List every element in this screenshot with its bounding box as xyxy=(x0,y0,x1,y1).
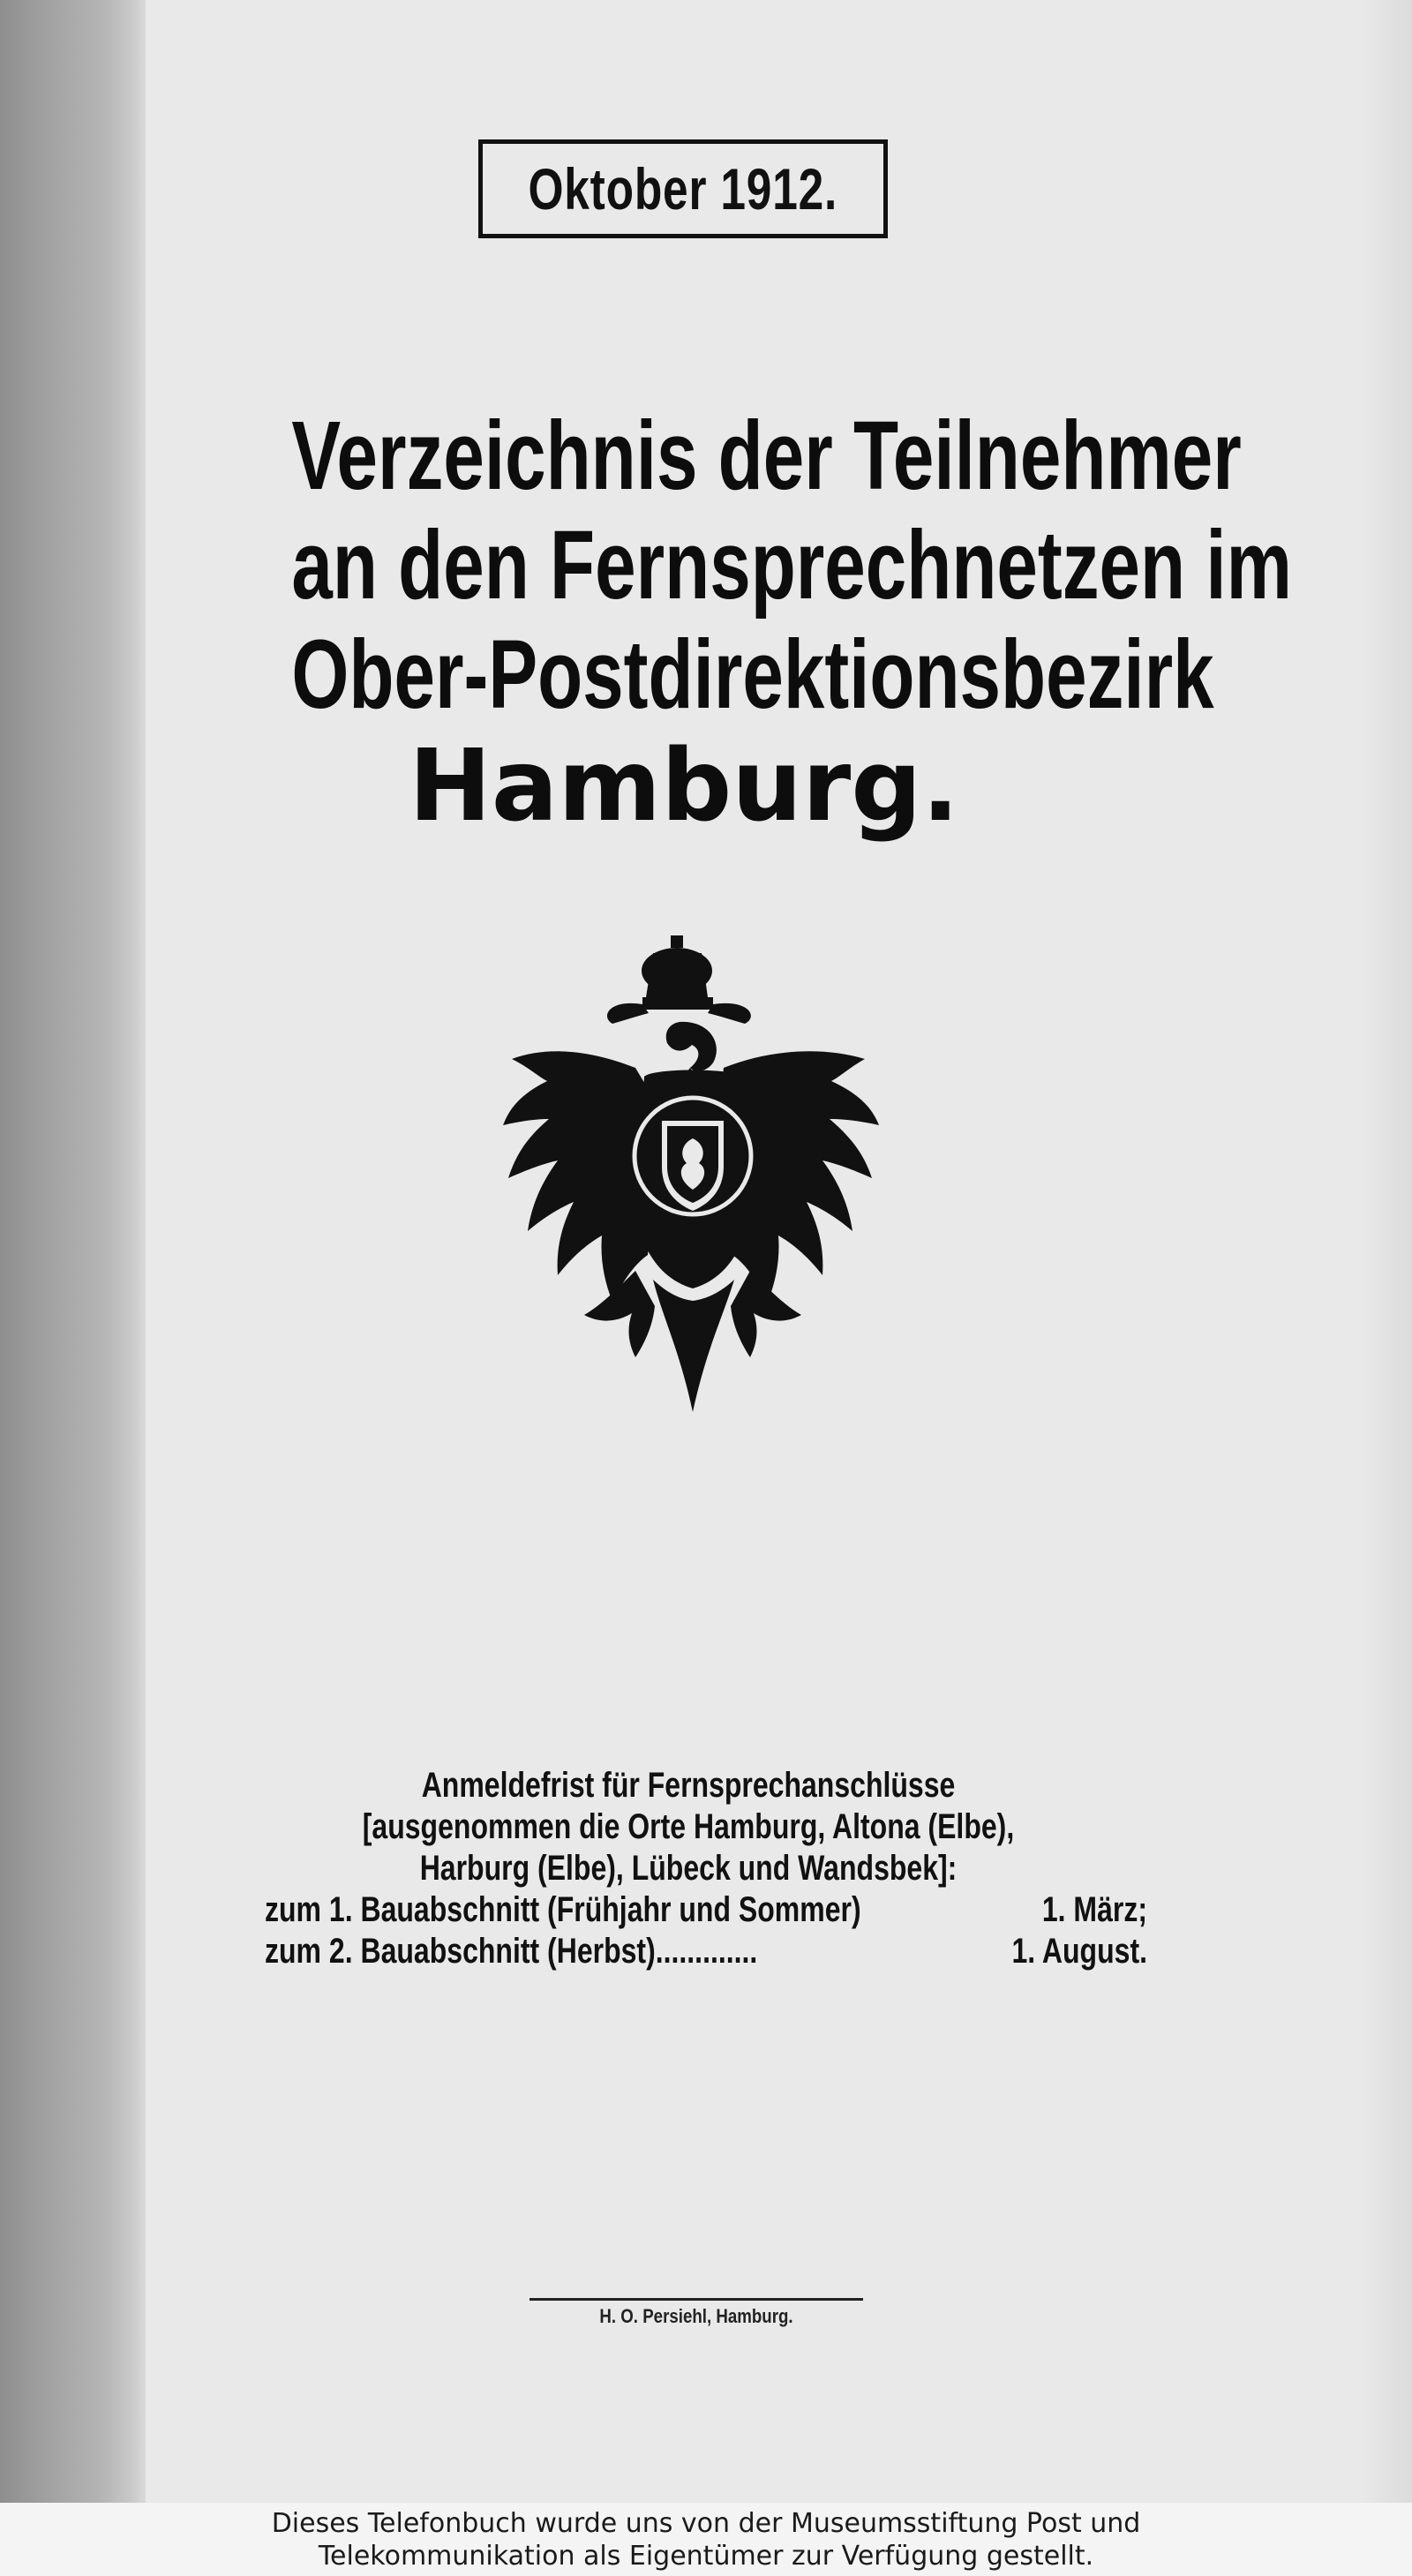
title-city: Hamburg. xyxy=(409,729,959,844)
deadline-exceptions-line-2: Harburg (Elbe), Lübeck und Wandsbek]: xyxy=(419,1849,958,1888)
footer-line-1: Dieses Telefonbuch wurde uns von der Museumsstiftung Post und xyxy=(271,2508,1141,2539)
printer-imprint: H. O. Persiehl, Hamburg. xyxy=(599,2305,793,2327)
document-title xyxy=(168,402,1292,848)
date-box xyxy=(478,139,888,238)
deadline-row-date: 1. August. xyxy=(1011,1932,1147,1971)
edition-date: Oktober 1912. xyxy=(528,156,838,222)
provenance-footer xyxy=(0,2503,1412,2576)
deadline-row-label: zum 2. Bauabschnitt (Herbst)............. xyxy=(265,1932,758,1971)
imperial-eagle-icon xyxy=(503,935,891,1412)
deadline-row-label: zum 1. Bauabschnitt (Frühjahr und Sommer) xyxy=(265,1890,861,1929)
deadline-exceptions-line-1: [ausgenommen die Orte Hamburg, Altona (Elbe), xyxy=(362,1807,1015,1846)
printer-divider xyxy=(530,2298,863,2301)
deadline-heading: Anmeldefrist für Fernsprechanschlüsse xyxy=(421,1766,956,1805)
title-line-3: Ober-Postdirektionsbezirk xyxy=(291,620,1214,729)
binding-strip xyxy=(0,0,146,2503)
deadline-row-2 xyxy=(265,1931,1147,1972)
page-edge-shade xyxy=(1359,0,1412,2503)
registration-deadline xyxy=(265,1765,1147,1972)
title-line-1: Verzeichnis der Teilnehmer xyxy=(291,402,1242,510)
deadline-row-1 xyxy=(265,1889,1147,1931)
title-line-2: an den Fernsprechnetzen im xyxy=(291,511,1292,620)
footer-line-2: Telekommunikation als Eigentümer zur Verfügung gestellt. xyxy=(318,2541,1094,2572)
deadline-row-date: 1. März; xyxy=(1041,1890,1147,1929)
